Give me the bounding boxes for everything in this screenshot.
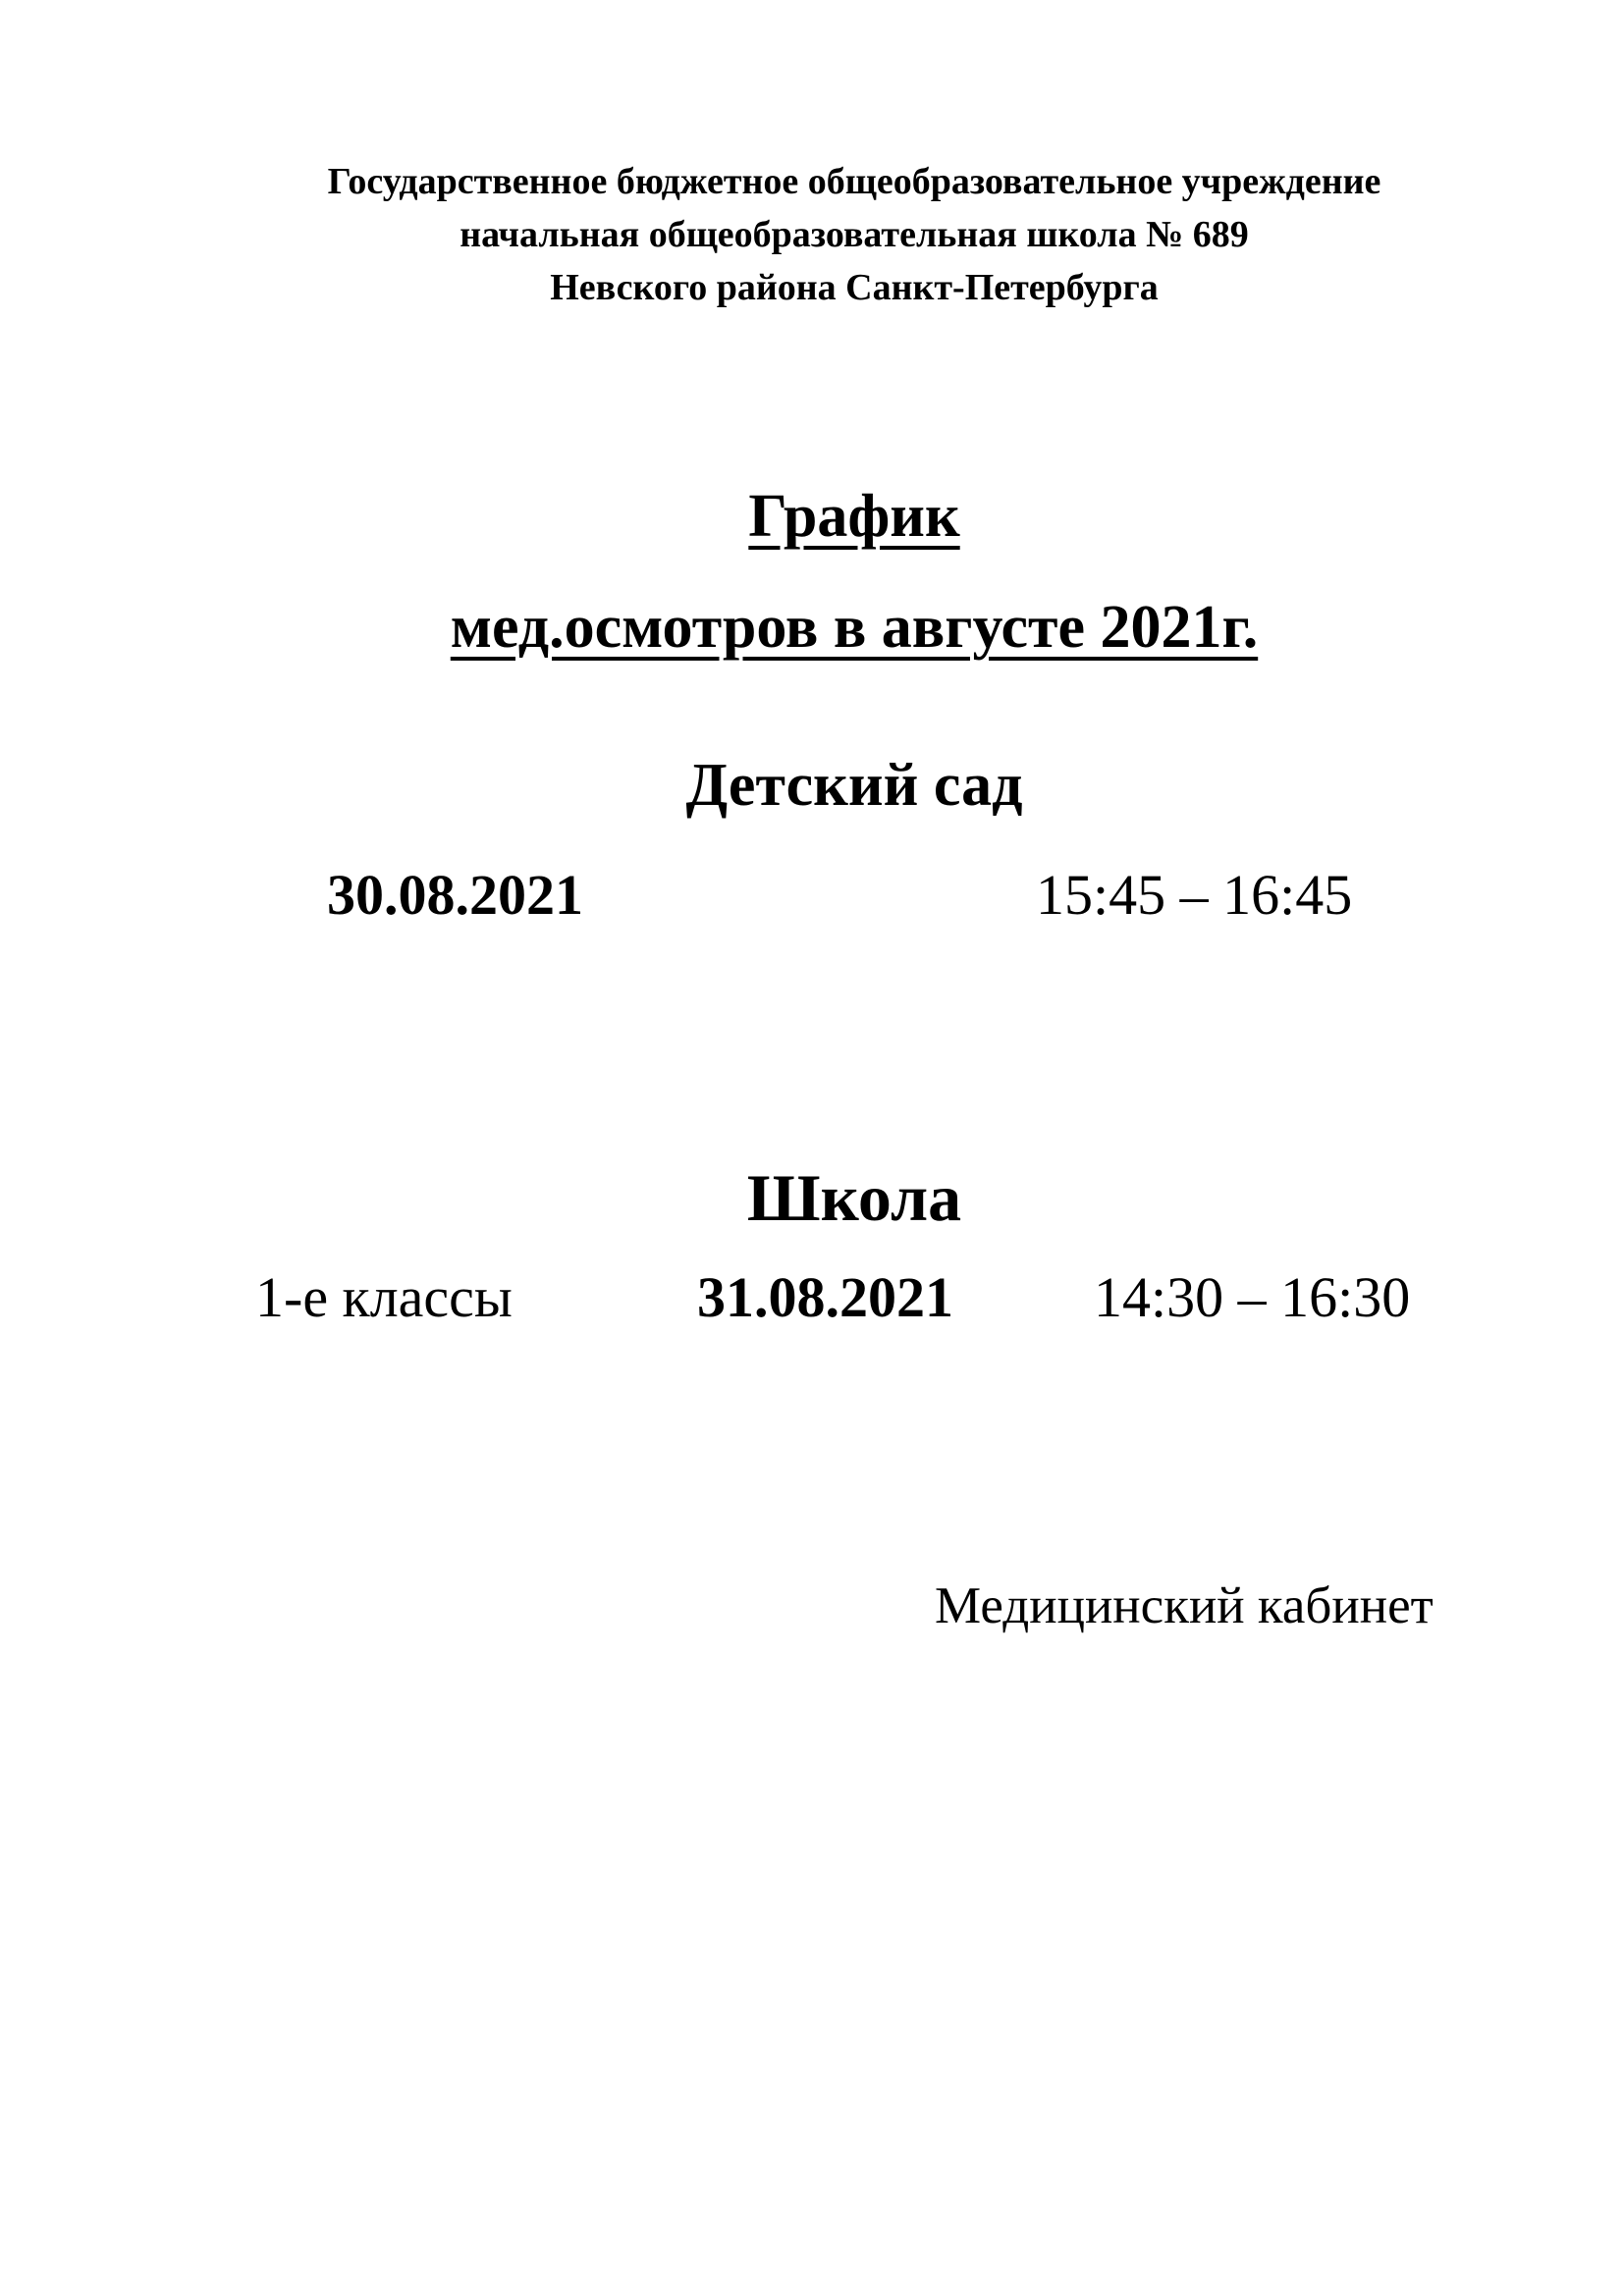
title-line-2: мед.осмотров в августе 2021г. [450, 594, 1259, 661]
institution-name-line-1: Государственное бюджетное общеобразовательное учреждение [327, 161, 1381, 202]
kindergarten-heading: Детский сад [685, 752, 1023, 819]
institution-name-line-3: Невского района Санкт-Петербурга [550, 267, 1159, 308]
school-classes: 1-е классы [255, 1265, 513, 1329]
kindergarten-date: 30.08.2021 [327, 863, 583, 927]
school-date: 31.08.2021 [697, 1265, 953, 1329]
location-note: Медицинский кабинет [935, 1577, 1434, 1634]
institution-name-line-2: начальная общеобразовательная школа № 689 [460, 214, 1249, 255]
school-heading: Школа [746, 1160, 962, 1235]
kindergarten-time: 15:45 – 16:45 [1036, 863, 1353, 927]
title-line-1: График [748, 483, 960, 550]
institution-header [0, 155, 1623, 314]
school-time: 14:30 – 16:30 [1094, 1265, 1411, 1329]
document-title [0, 461, 1623, 683]
